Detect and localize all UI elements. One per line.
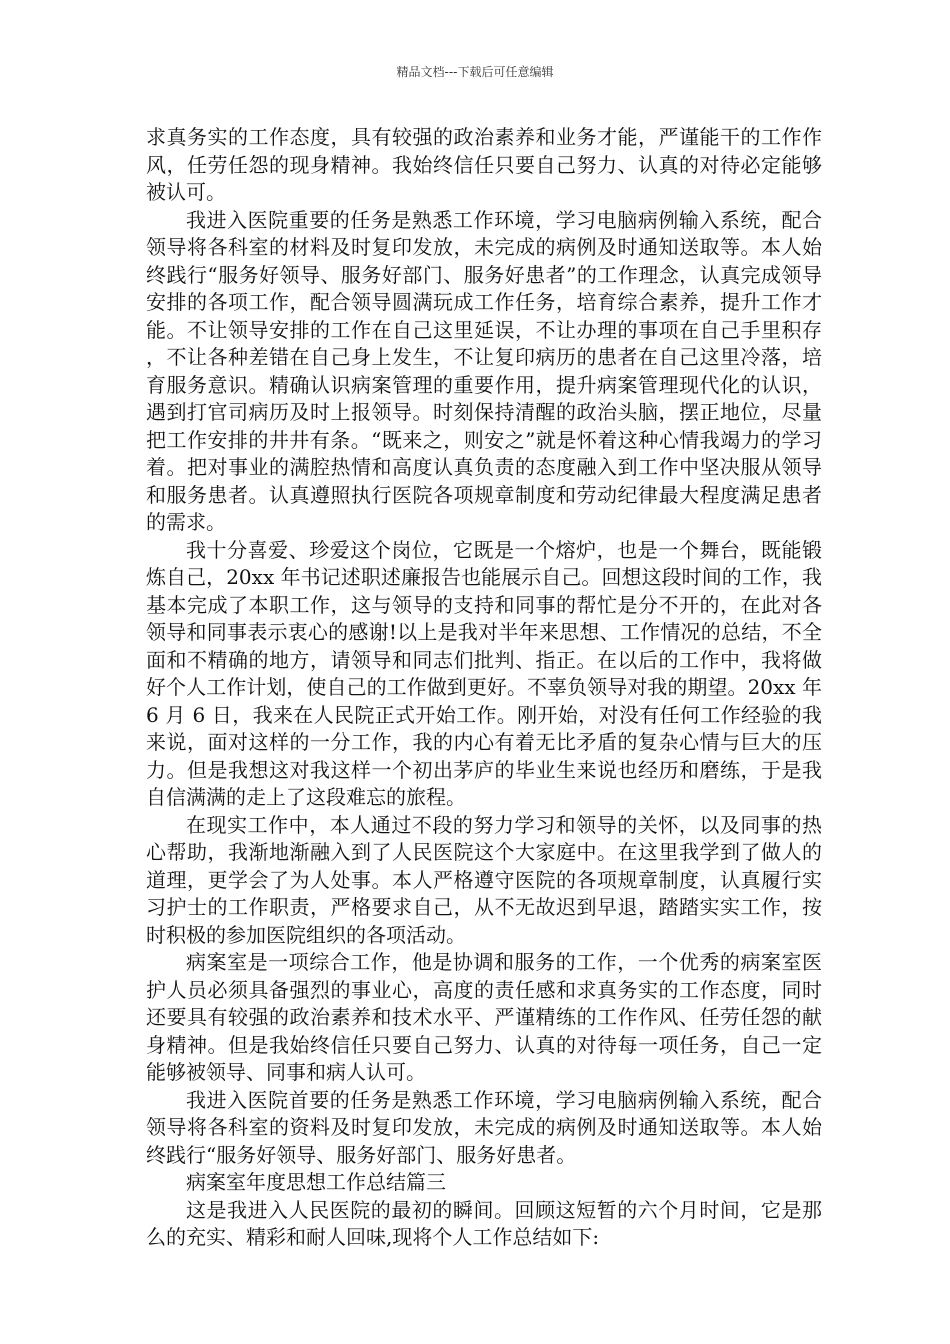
paragraph-6: 我进入医院首要的任务是熟悉工作环境，学习电脑病例输入系统，配合领导将各科室的资料及时复印发放，未完成的病例及时通知送取等。本人始终践行“服务好领导、服务好部门、服务好患者。 — [146, 1087, 822, 1167]
paragraph-5: 病案室是一项综合工作，他是协调和服务的工作，一个优秀的病案室医护人员必须具备强烈的事业心，高度的责任感和求真务实的工作态度，同时还要具有较强的政治素养和技术水平、严谨精练的工作作风、任劳任怨的献身精神。但是我始终信任只要自己努力、认真的对待每一项任务，自己一定能够被领导、同事和病人认可。 — [146, 950, 822, 1084]
section-heading: 病案室年度思想工作总结篇三 — [186, 1170, 446, 1194]
document-body — [146, 124, 822, 1252]
paragraph-2: 我进入医院重要的任务是熟悉工作环境，学习电脑病例输入系统，配合领导将各科室的材料及时复印发放，未完成的病例及时通知送取等。本人始终践行“服务好领导、服务好部门、服务好患者”的工作理念，认真完成领导安排的各项工作，配合领导圆满玩成工作任务，培育综合素养，提升工作才能。不让领导安排的工作在自己这里延误，不让办理的事项在自己手里积存，不让各种差错在自己身上发生，不让复印病历的患者在自己这里冷落，培育服务意识。精确认识病案管理的重要作用，提升病案管理现代化的认识，遇到打官司病历及时上报领导。时刻保持清醒的政治头脑，摆正地位，尽量把工作安排的井井有条。“既来之，则安之”就是怀着这种心情我竭力的学习着。把对事业的满腔热情和高度认真负责的态度融入到工作中坚决服从领导和服务患者。认真遵照执行医院各项规章制度和劳动纪律最大程度满足患者的需求。 — [146, 207, 822, 534]
page-header: 精品文档---下载后可任意编辑 — [396, 65, 554, 79]
paragraph-7: 这是我进入人民医院的最初的瞬间。回顾这短暂的六个月时间，它是那么的充实、精彩和耐人回味,现将个人工作总结如下: — [146, 1197, 822, 1249]
paragraph-1: 求真务实的工作态度，具有较强的政治素养和业务才能，严谨能干的工作作风，任劳任怨的现身精神。我始终信任只要自己努力、认真的对待必定能够被认可。 — [146, 125, 822, 204]
paragraph-4: 在现实工作中，本人通过不段的努力学习和领导的关怀，以及同事的热心帮助，我渐地渐融入到了人民医院这个大家庭中。在这里我学到了做人的道理，更学会了为人处事。本人严格遵守医院的各项规章制度，认真履行实习护士的工作职责，严格要求自己，从不无故迟到早退，踏踏实实工作，按时积极的参加医院组织的各项活动。 — [146, 812, 822, 947]
paragraph-3: 我十分喜爱、珍爱这个岗位，它既是一个熔炉，也是一个舞台，既能锻炼自己，20xx 年书记述职述廉报告也能展示自己。回想这段时间的工作，我基本完成了本职工作，这与领导的支持和同事的帮忙是分不开的，在此对各领导和同事表示衷心的感谢!以上是我对半年来思想、工作情况的总结，不全面和不精确的地方，请领导和同志们批判、指正。在以后的工作中，我将做好个人工作计划，使自己的工作做到更好。不辜负领导对我的期望。20xx 年 6 月 6 日，我来在人民院正式开始工作。刚开始，对没有任何工作经验的我来说，面对这样的一分工作，我的内心有着无比矛盾的复杂心情与巨大的压力。但是我想这对我这样一个初出茅庐的毕业生来说也经历和磨练，于是我自信满满的走上了这段难忘的旅程。 — [146, 537, 822, 809]
